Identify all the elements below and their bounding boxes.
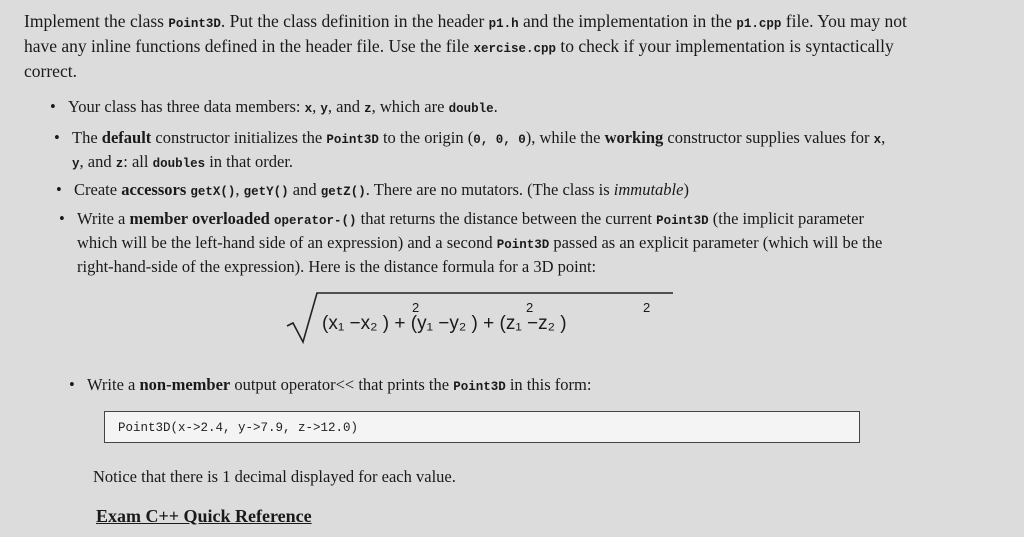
code-doubles: doubles [152,157,206,171]
code-z: z [364,102,372,116]
bullet-text: constructor initializes the [151,128,327,147]
bullet-text: , [312,97,321,116]
code-operator-minus: operator-() [273,214,357,228]
bullet-text: in this form: [505,375,592,394]
bullet-text: Write a [87,375,140,394]
formula-expression: (x₁ −x₂ ) + (y₁ −y₂ ) + (z₁ −z₂ ) [322,313,567,334]
bullet-text: constructor supplies values for [663,128,874,147]
bullet-text: in that order. [205,152,294,171]
quick-reference-link[interactable]: Exam C++ Quick Reference [96,506,312,526]
code-y: y [320,102,328,116]
bullet-data-members [50,96,908,120]
bullet-text: , which are [371,97,449,116]
intro-text: file. You may not have any inline functions defined in the header file. Use the file [24,11,907,56]
code-x: x [873,133,882,147]
bullet-text: . There are no mutators. (The class is [365,180,614,199]
formula-exponent: 2 [643,300,651,315]
code-point3d: Point3D [453,380,506,394]
code-double: double [448,102,494,116]
code-z: z [115,157,124,171]
bullet-text: . [493,97,498,116]
code-point3d: Point3D [656,214,709,228]
xercise-file-code: xercise.cpp [473,42,557,56]
italic-immutable: immutable [613,180,684,199]
bullet-operator-minus [59,208,897,277]
class-name-code: Point3D [168,17,221,31]
bullet-text: (the implicit parameter which will be the left-hand side of an expression) and a second [77,209,864,252]
bullet-text: The [72,128,102,147]
intro-text: Implement the class [24,11,169,31]
code-y: y [72,157,80,171]
code-x: x [304,102,313,116]
bullet-text: Write a [77,209,130,228]
code-getz: getZ() [320,185,366,199]
distance-formula [285,290,675,346]
bullet-text: , and [327,97,365,116]
bullet-text: Create [74,180,122,199]
bullet-dot: • [59,209,65,228]
impl-file-code: p1.cpp [736,17,782,31]
bullet-text: passed as an explicit parameter (which will be the right-hand-side of the expression). Here is the distance formula for a 3D point: [77,233,883,276]
intro-text: and the implementation in the [518,11,737,31]
bullet-text: , [881,128,886,147]
bullet-dot: • [50,97,56,116]
code-getx: getX() [190,185,236,199]
bold-non-member: non-member [139,375,231,394]
notice-text: Notice that there is 1 decimal displayed for each value. [93,467,456,486]
intro-text: to check if your implementation is syntactically correct. [24,36,894,81]
bold-accessors: accessors [121,180,187,199]
bullet-text: Your class has three data members: [68,97,305,116]
bold-working: working [604,128,664,147]
bullet-dot: • [54,128,60,147]
bullet-text: ), while the [525,128,605,147]
bullet-text: , [235,180,244,199]
header-file-code: p1.h [488,17,519,31]
intro-paragraph [24,10,924,82]
code-point3d: Point3D [496,238,550,252]
bullet-text: to the origin ( [378,128,474,147]
output-example-box [104,411,860,443]
bullet-text: and [288,180,321,199]
bullet-dot: • [69,375,75,394]
bullet-accessors [56,179,894,203]
bold-default: default [101,128,152,147]
output-example-code: Point3D(x->2.4, y->7.9, z->12.0) [118,421,359,435]
code-point3d: Point3D [326,133,379,147]
bold-member-overloaded: member overloaded [129,209,270,228]
code-gety: getY() [243,185,289,199]
formula-exponent: 2 [412,300,420,315]
bullet-text: that returns the distance between the current [356,209,657,228]
bullet-text: : all [123,152,153,171]
bullet-text: ) [683,180,689,199]
bullet-output-operator [69,374,887,398]
bullet-text: , and [79,152,116,171]
code-origin: 0, 0, 0 [473,133,526,147]
formula-exponent: 2 [526,300,534,315]
intro-text: . Put the class definition in the header [220,11,489,31]
bullet-text: output operator<< that prints the [230,375,454,394]
bullet-constructors [54,127,892,175]
bullet-dot: • [56,180,62,199]
